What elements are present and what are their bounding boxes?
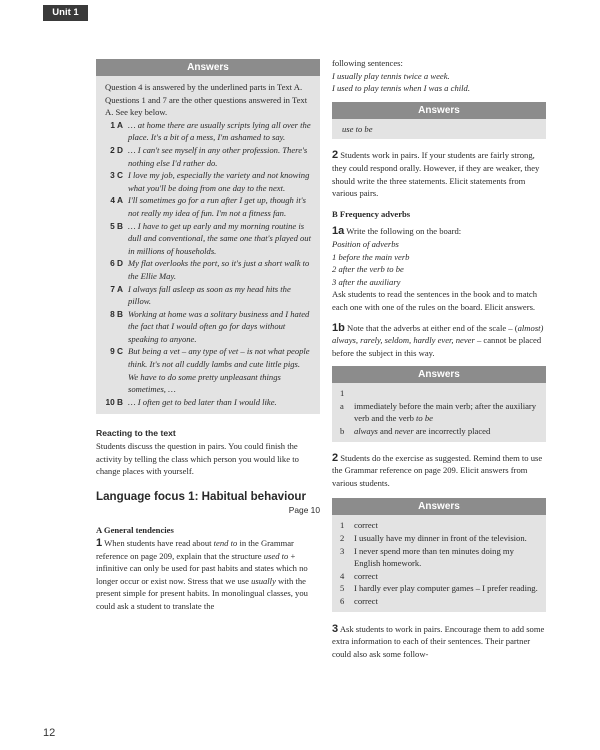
item-text: I hardly ever play computer games – I prefer reading. <box>354 583 538 594</box>
answer-item <box>340 582 538 595</box>
item-text <box>354 425 538 438</box>
answer-item <box>340 532 538 545</box>
step-2b-paragraph <box>332 452 546 490</box>
board-line: Position of adverbs <box>332 238 399 249</box>
page-number: 12 <box>43 727 56 739</box>
answer-key: 7 A <box>110 283 123 294</box>
answers-heading: Answers <box>332 366 546 383</box>
general-tendencies-section <box>96 524 320 612</box>
language-focus-heading <box>96 490 320 517</box>
answer-row <box>105 220 312 258</box>
answers-heading: Answers <box>332 498 546 515</box>
step-1a-paragraph <box>332 225 546 238</box>
item-number: 4 <box>340 570 345 581</box>
step-number: 1 <box>96 537 103 549</box>
answer-text: use to be <box>342 123 373 134</box>
text-run-italic: almost) always, rarely, seldom, hardly ever, never <box>332 322 544 346</box>
answer-row <box>105 169 312 194</box>
reacting-body: Students discuss the question in pairs. You could finish the activity by telling the class which person you would like to change places with yourself. <box>96 441 299 477</box>
answer-item <box>340 570 538 583</box>
text-run: – cannot be placed before the subject in this way. <box>332 335 542 358</box>
step-text: Write the following on the board: <box>346 226 462 237</box>
general-tendencies-title: A General tendencies <box>96 525 174 536</box>
text-run: When students have read about <box>104 538 214 548</box>
step-1b-paragraph <box>332 322 546 360</box>
answer-quote: I love my job, especially the variety and not knowing what you'll be doing from one day to the next. <box>128 170 310 193</box>
answers-body <box>332 383 546 441</box>
step-number: 1a <box>332 225 345 238</box>
answer-quote: … at home there are usually scripts lying all over the place. It's a bit of a mess, I'm ashamed to say. <box>128 119 311 143</box>
answers-box-adverb-position <box>332 366 546 441</box>
answers-body <box>332 119 546 140</box>
answer-quote: But being a vet – any type of vet – is not what people think. It's not all cuddly lambs and cute little pigs. We have to do some pretty unpleasant things sometimes, … <box>128 346 310 395</box>
answer-quote: I'll sometimes go for a run after I get up, though it's not really my idea of fun. I'm not a fitness fan. <box>128 195 306 218</box>
text-run-italic: tend to <box>213 538 238 548</box>
answers-body <box>96 76 320 414</box>
item-number: 2 <box>340 533 345 544</box>
item-number: 3 <box>340 545 345 556</box>
answer-item-a <box>340 400 538 425</box>
board-line: 3 after the auxiliary <box>332 276 401 287</box>
answer-key: 8 B <box>110 308 123 319</box>
text-run: are incorrectly placed <box>413 426 491 437</box>
item-text: correct <box>354 520 378 531</box>
right-column <box>332 57 546 660</box>
frequency-adverbs-title: B Frequency adverbs <box>332 208 411 219</box>
item-text: correct <box>354 596 378 606</box>
answers-body <box>332 515 546 611</box>
board-line: 2 after the verb to be <box>332 264 404 275</box>
answer-row <box>105 396 312 409</box>
continued-text: following sentences: <box>332 58 403 68</box>
text-run-italic: to be <box>416 413 433 424</box>
answer-key: 4 A <box>110 195 123 206</box>
step-number: 2 <box>332 149 339 162</box>
answer-item-b <box>340 425 538 438</box>
item-text: I usually have my dinner in front of the television. <box>354 533 527 544</box>
answer-item <box>340 545 538 570</box>
language-focus-page: Page 10 <box>288 504 320 515</box>
answer-item <box>340 595 538 608</box>
answer-number: 1 <box>340 388 345 399</box>
answer-key: 5 B <box>110 220 123 231</box>
answer-key: 3 C <box>110 170 123 181</box>
step-text: Students do the exercise as suggested. Remind them to use the Grammar reference on page 209. Elicit answers from various students. <box>332 452 543 488</box>
item-letter: b <box>340 426 345 437</box>
answers-box-use-to <box>332 102 546 140</box>
answer-item <box>340 519 538 532</box>
answer-quote: … I can't see myself in any other profession. There's nothing else I'd rather do. <box>128 144 308 168</box>
item-text <box>354 400 538 425</box>
step-2-paragraph <box>332 149 546 199</box>
item-text: correct <box>354 570 378 581</box>
text-run: and <box>377 426 395 437</box>
general-tendencies-body <box>96 537 320 613</box>
answer-key: 2 D <box>110 144 123 155</box>
step-1a-after: Ask students to read the sentences in the book and to match each one with one of the rules on the board. Elicit answers. <box>332 289 538 312</box>
answer-quote: My flat overlooks the port, so it's just a short walk to the Ellie May. <box>128 258 310 281</box>
item-text: I never spend more than ten minutes doing my English homework. <box>354 545 514 569</box>
text-run-italic: never <box>394 426 414 437</box>
answer-row <box>105 308 312 346</box>
answers-heading: Answers <box>96 59 320 76</box>
answer-row <box>105 257 312 282</box>
item-number: 1 <box>340 520 345 531</box>
answer-row <box>105 119 312 144</box>
item-number: 6 <box>340 596 345 606</box>
answer-row <box>105 283 312 308</box>
step-text: Students work in pairs. If your students are fairly strong, they could respond orally. However, if they are weaker, they should write the three statements. Elicit statements from various pairs. <box>332 150 540 199</box>
answer-quote: I always fall asleep as soon as my head hits the pillow. <box>128 283 291 307</box>
left-column <box>96 59 320 613</box>
answer-key: 1 A <box>110 119 123 130</box>
answers-intro-1: Question 4 is answered by the underlined parts in Text A. <box>105 82 303 92</box>
language-focus-title: Language focus 1: Habitual behaviour <box>96 489 307 503</box>
answer-quote: Working at home was a solitary business and I hated the fact that I would often go for days without speaking to anyone. <box>128 308 310 344</box>
step-number: 2 <box>332 451 339 464</box>
answer-key: 9 C <box>110 346 123 357</box>
answers-list <box>105 119 312 409</box>
answer-key: 6 D <box>110 258 123 269</box>
answer-row <box>105 194 312 219</box>
answers-box-exercise <box>332 498 546 611</box>
example-sentence-1: I usually play tennis twice a week. <box>332 70 450 81</box>
text-run: immediately before the main verb; after the auxiliary verb and the verb <box>354 400 537 424</box>
answer-row <box>105 345 312 395</box>
text-run: + infinitive can only be used for past habits and states which no longer occur or exist now. Stress that we use <box>96 550 308 586</box>
answers-intro-2: Questions 1 and 7 are the other questions answered in Text A. See key below. <box>105 94 308 118</box>
board-line: 1 before the main verb <box>332 251 410 262</box>
answer-quote: … I often get to bed later than I would like. <box>128 396 277 407</box>
example-sentence-2: I used to play tennis when I was a child. <box>332 83 470 94</box>
reacting-section <box>96 427 320 477</box>
step-text: Ask students to work in pairs. Encourage them to add some extra information to each of their sentences. Their partner could also ask some follow- <box>332 623 545 659</box>
text-run: with the present simple for present habits. In monolingual classes, you could ask a student to translate the <box>96 575 308 611</box>
text-run-italic: used to <box>263 550 289 561</box>
reacting-title: Reacting to the text <box>96 428 176 439</box>
answer-row <box>105 144 312 169</box>
item-number: 5 <box>340 583 345 594</box>
unit-label: Unit 1 <box>43 5 88 21</box>
text-run-italic: always <box>354 426 378 437</box>
answers-heading: Answers <box>332 102 546 119</box>
answer-key: 10 B <box>105 396 123 407</box>
answer-quote: … I have to get up early and my morning routine is dull and conventional, the same one that's played out in millions of households. <box>128 220 311 256</box>
text-run: in the Grammar reference on page 209, explain that the structure <box>96 538 294 561</box>
step-number: 3 <box>332 622 339 635</box>
answers-box-reading <box>96 59 320 414</box>
step-3-paragraph <box>332 623 546 661</box>
step-number: 1b <box>332 321 345 334</box>
item-letter: a <box>340 400 344 411</box>
text-run-italic: usually <box>251 575 276 586</box>
text-run: Note that the adverbs at either end of the scale – ( <box>347 322 518 333</box>
